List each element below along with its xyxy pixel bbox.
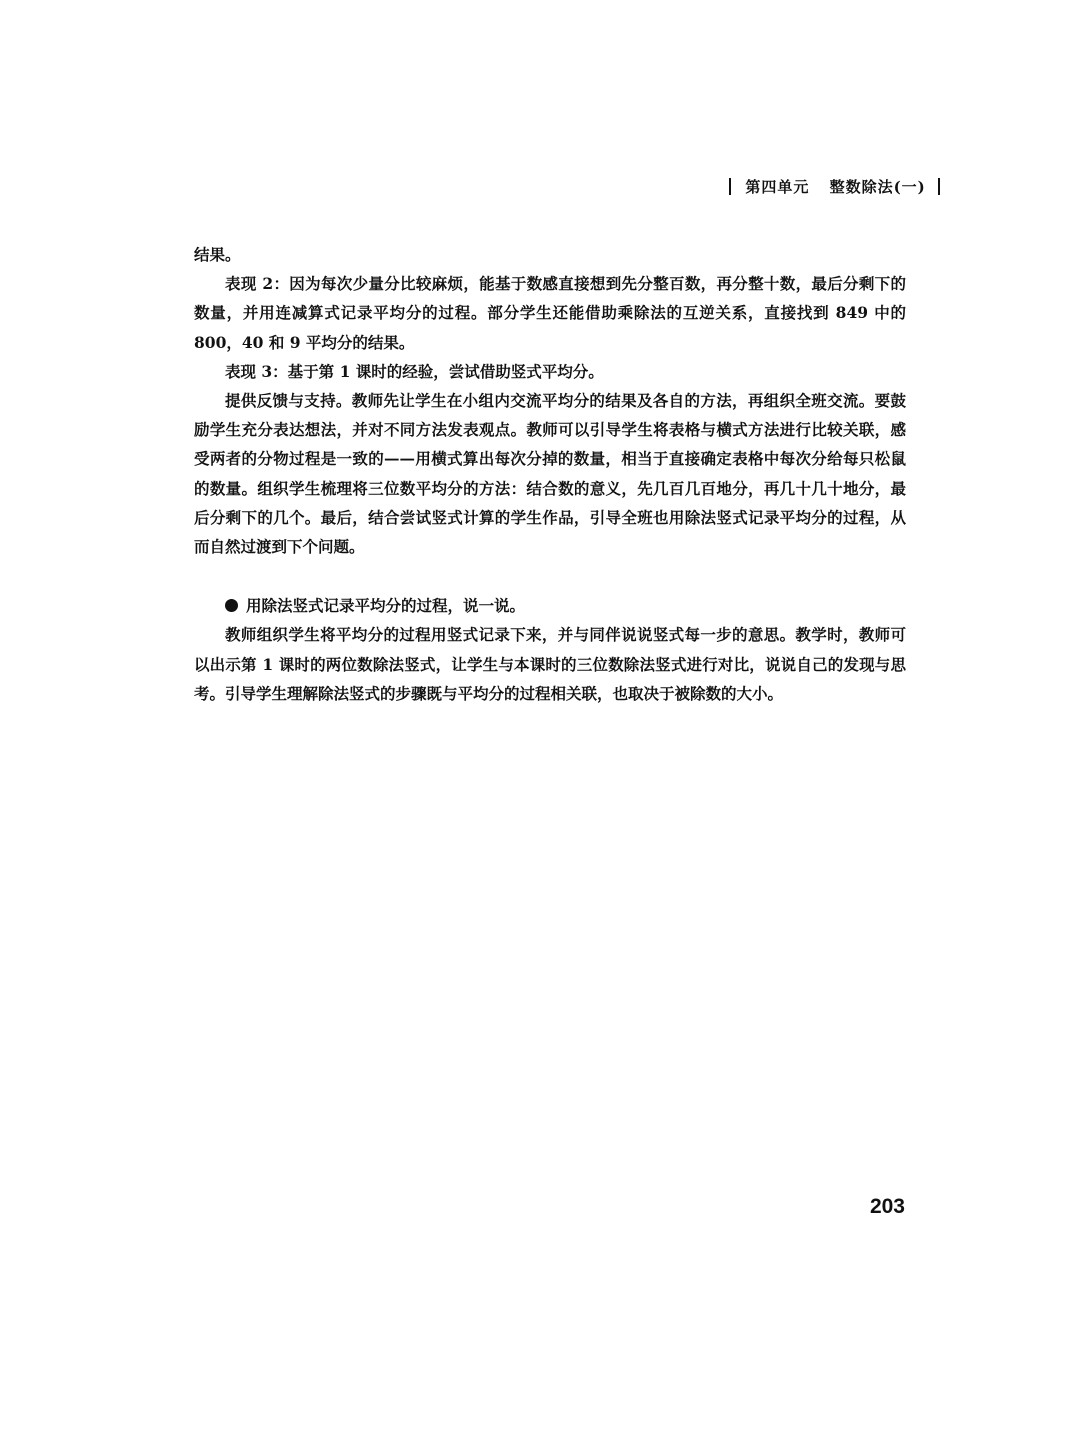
feedback-body: 教师先让学生在小组内交流平均分的结果及各自的方法，再组织全班交流。要鼓励学生充分表达想法，并对不同方法发表观点。教师可以引导学生将表格与横式方法进行比较关联，感受两者的分物过程是一致的——用横式算出每次分掉的数量，相当于直接确定表格中每次分给每只松鼠的数量。组织学生梳理将三位数平均分的方法：结合数的意义，先几百几百地分，再几十几十地分，最后分剩下的几个。最后，结合尝试竖式计算的学生作品，引导全班也用除法竖式记录平均分的过程，从而自然过渡到下个问题。 — [194, 391, 906, 557]
main-content — [194, 240, 906, 708]
header-right-rule — [938, 178, 940, 195]
section-heading — [194, 591, 906, 620]
header-left-rule — [729, 178, 731, 195]
paragraph-feedback — [194, 386, 906, 561]
paragraph-performance-2: 表现 2：因为每次少量分比较麻烦，能基于数感直接想到先分整百数，再分整十数，最后分剩下的数量，并用连减算式记录平均分的过程。部分学生还能借助乘除法的互逆关系，直接找到 849 中的 800，40 和 9 平均分的结果。 — [194, 274, 906, 352]
header-unit: 第四单元 — [745, 178, 810, 196]
paragraph-continuation: 结果。 — [194, 245, 241, 264]
page-number: 203 — [869, 1195, 905, 1218]
bullet-icon — [225, 599, 238, 612]
section-body: 教师组织学生将平均分的过程用竖式记录下来，并与同伴说说竖式每一步的意思。教学时，教师可以出示第 1 课时的两位数除法竖式，让学生与本课时的三位数除法竖式进行对比，说说自己的发现与思考。引导学生理解除法竖式的步骤既与平均分的过程相关联，也取决于被除数的大小。 — [194, 625, 906, 703]
feedback-lead: 提供反馈与支持。 — [225, 391, 352, 411]
header-topic: 整数除法(一) — [829, 178, 926, 196]
running-header — [729, 176, 940, 197]
section-title-text: 用除法竖式记录平均分的过程，说一说。 — [246, 596, 526, 616]
paragraph-performance-3: 表现 3：基于第 1 课时的经验，尝试借助竖式平均分。 — [225, 361, 604, 381]
